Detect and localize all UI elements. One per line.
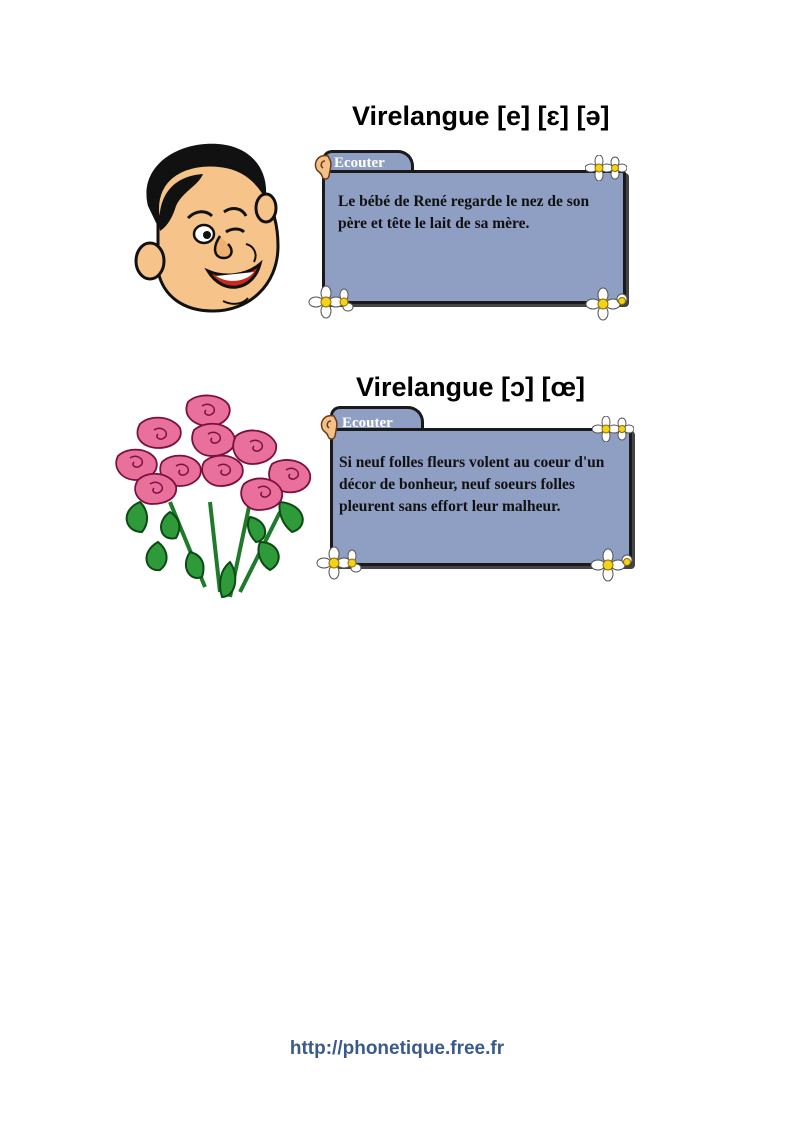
rose-bouquet-illustration	[110, 392, 322, 604]
daisy-flower-icon	[590, 548, 638, 582]
tongue-twister-text: Le bébé de René regarde le nez de son père et tête le lait de sa mère.	[338, 193, 590, 232]
daisy-flower-icon	[592, 416, 634, 442]
listen-label[interactable]: Ecouter	[334, 155, 385, 171]
tongue-twister-text: Si neuf folles fleurs volent au coeur d'un décor de bonheur, neuf soeurs folles pleurent sans effort leur malheur.	[339, 454, 605, 515]
daisy-flower-icon	[308, 285, 356, 319]
daisy-flower-icon	[316, 546, 364, 580]
daisy-flower-icon	[585, 155, 627, 181]
daisy-flower-icon	[585, 287, 633, 321]
tongue-twister-card	[310, 150, 640, 320]
cartoon-face-illustration	[128, 136, 286, 316]
ear-icon[interactable]	[318, 412, 340, 442]
section-title: Virelangue [ɔ] [œ]	[356, 372, 586, 402]
tongue-twister-card	[316, 406, 646, 586]
section-title: Virelangue [e] [ɛ] [ə]	[352, 101, 610, 131]
ear-icon[interactable]	[312, 152, 334, 182]
footer-url-link[interactable]: http://phonetique.free.fr	[289, 1038, 505, 1059]
listen-label[interactable]: Ecouter	[342, 415, 393, 431]
